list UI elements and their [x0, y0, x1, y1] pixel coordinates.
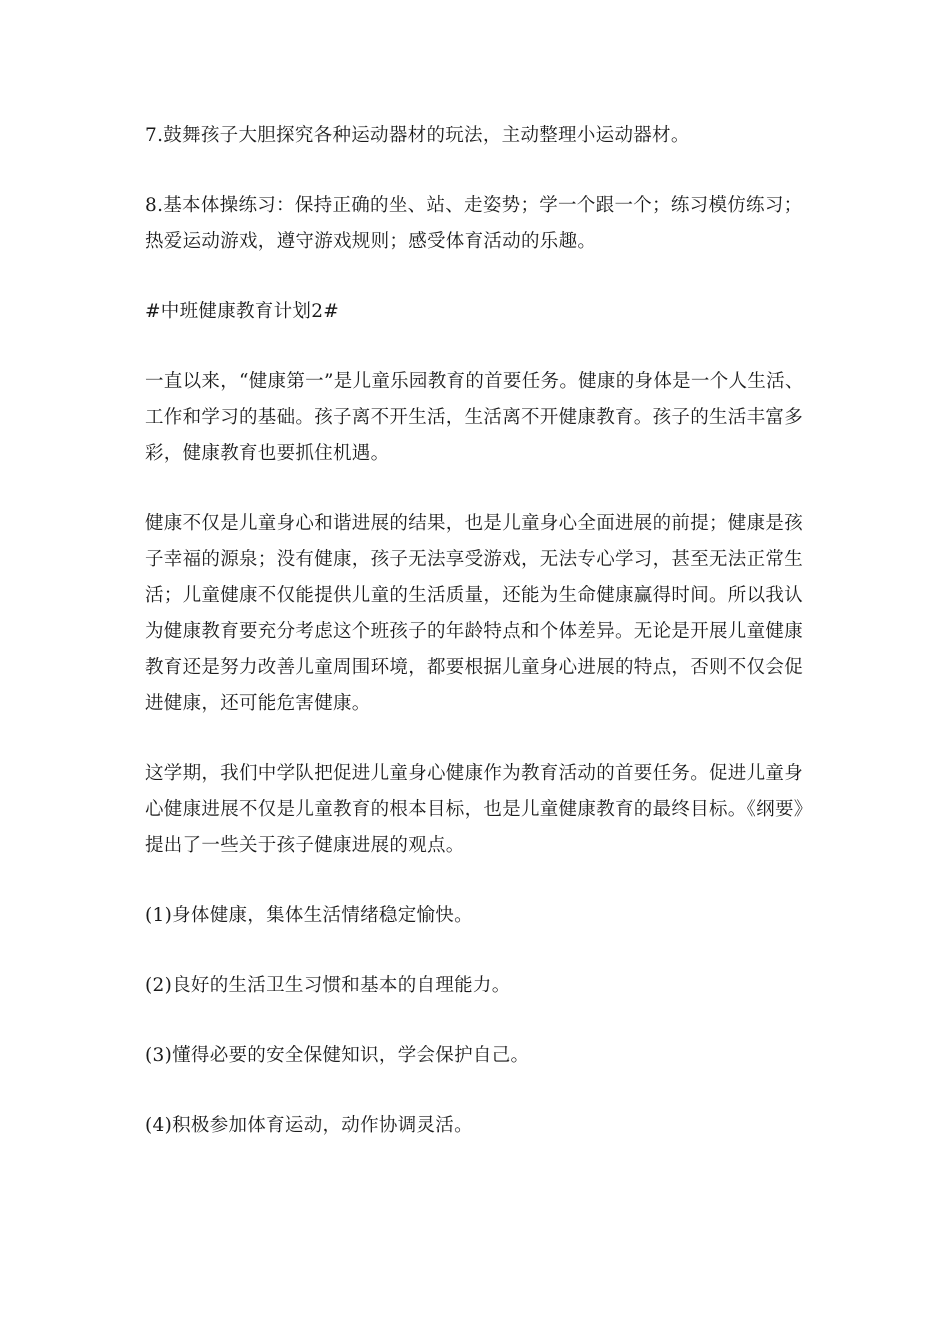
paragraph-item-8: 8.基本体操练习：保持正确的坐、站、走姿势；学一个跟一个；练习模仿练习；热爱运动游戏，遵守游戏规则；感受体育活动的乐趣。 [145, 195, 803, 252]
paragraph-item-7: 7.鼓舞孩子大胆探究各种运动器材的玩法，主动整理小运动器材。 [145, 125, 690, 146]
section-heading: #中班健康教育计划2# [145, 301, 340, 322]
list-item-2: (2)良好的生活卫生习惯和基本的自理能力。 [145, 975, 511, 996]
document-page [145, 118, 810, 1178]
list-item-1: (1)身体健康，集体生活情绪稳定愉快。 [145, 905, 473, 926]
list-item-3: (3)懂得必要的安全保健知识，学会保护自己。 [145, 1045, 530, 1066]
list-item-4: (4)积极参加体育运动，动作协调灵活。 [145, 1115, 473, 1136]
paragraph-intro: 一直以来，“健康第一”是儿童乐园教育的首要任务。健康的身体是一个人生活、工作和学习的基础。孩子离不开生活，生活离不开健康教育。孩子的生活丰富多彩，健康教育也要抓住机遇。 [145, 371, 804, 464]
paragraph-semester-goal: 这学期，我们中学队把促进儿童身心健康作为教育活动的首要任务。促进儿童身心健康进展不仅是儿童教育的根本目标，也是儿童健康教育的最终目标。《纲要》提出了一些关于孩子健康进展的观点。 [145, 763, 804, 856]
paragraph-health-importance: 健康不仅是儿童身心和谐进展的结果，也是儿童身心全面进展的前提；健康是孩子幸福的源泉；没有健康，孩子无法享受游戏，无法专心学习，甚至无法正常生活；儿童健康不仅能提供儿童的生活质量，还能为生命健康赢得时间。所以我认为健康教育要充分考虑这个班孩子的年龄特点和个体差异。无论是开展儿童健康教育还是努力改善儿童周围环境，都要根据儿童身心进展的特点，否则不仅会促进健康，还可能危害健康。 [145, 513, 804, 714]
